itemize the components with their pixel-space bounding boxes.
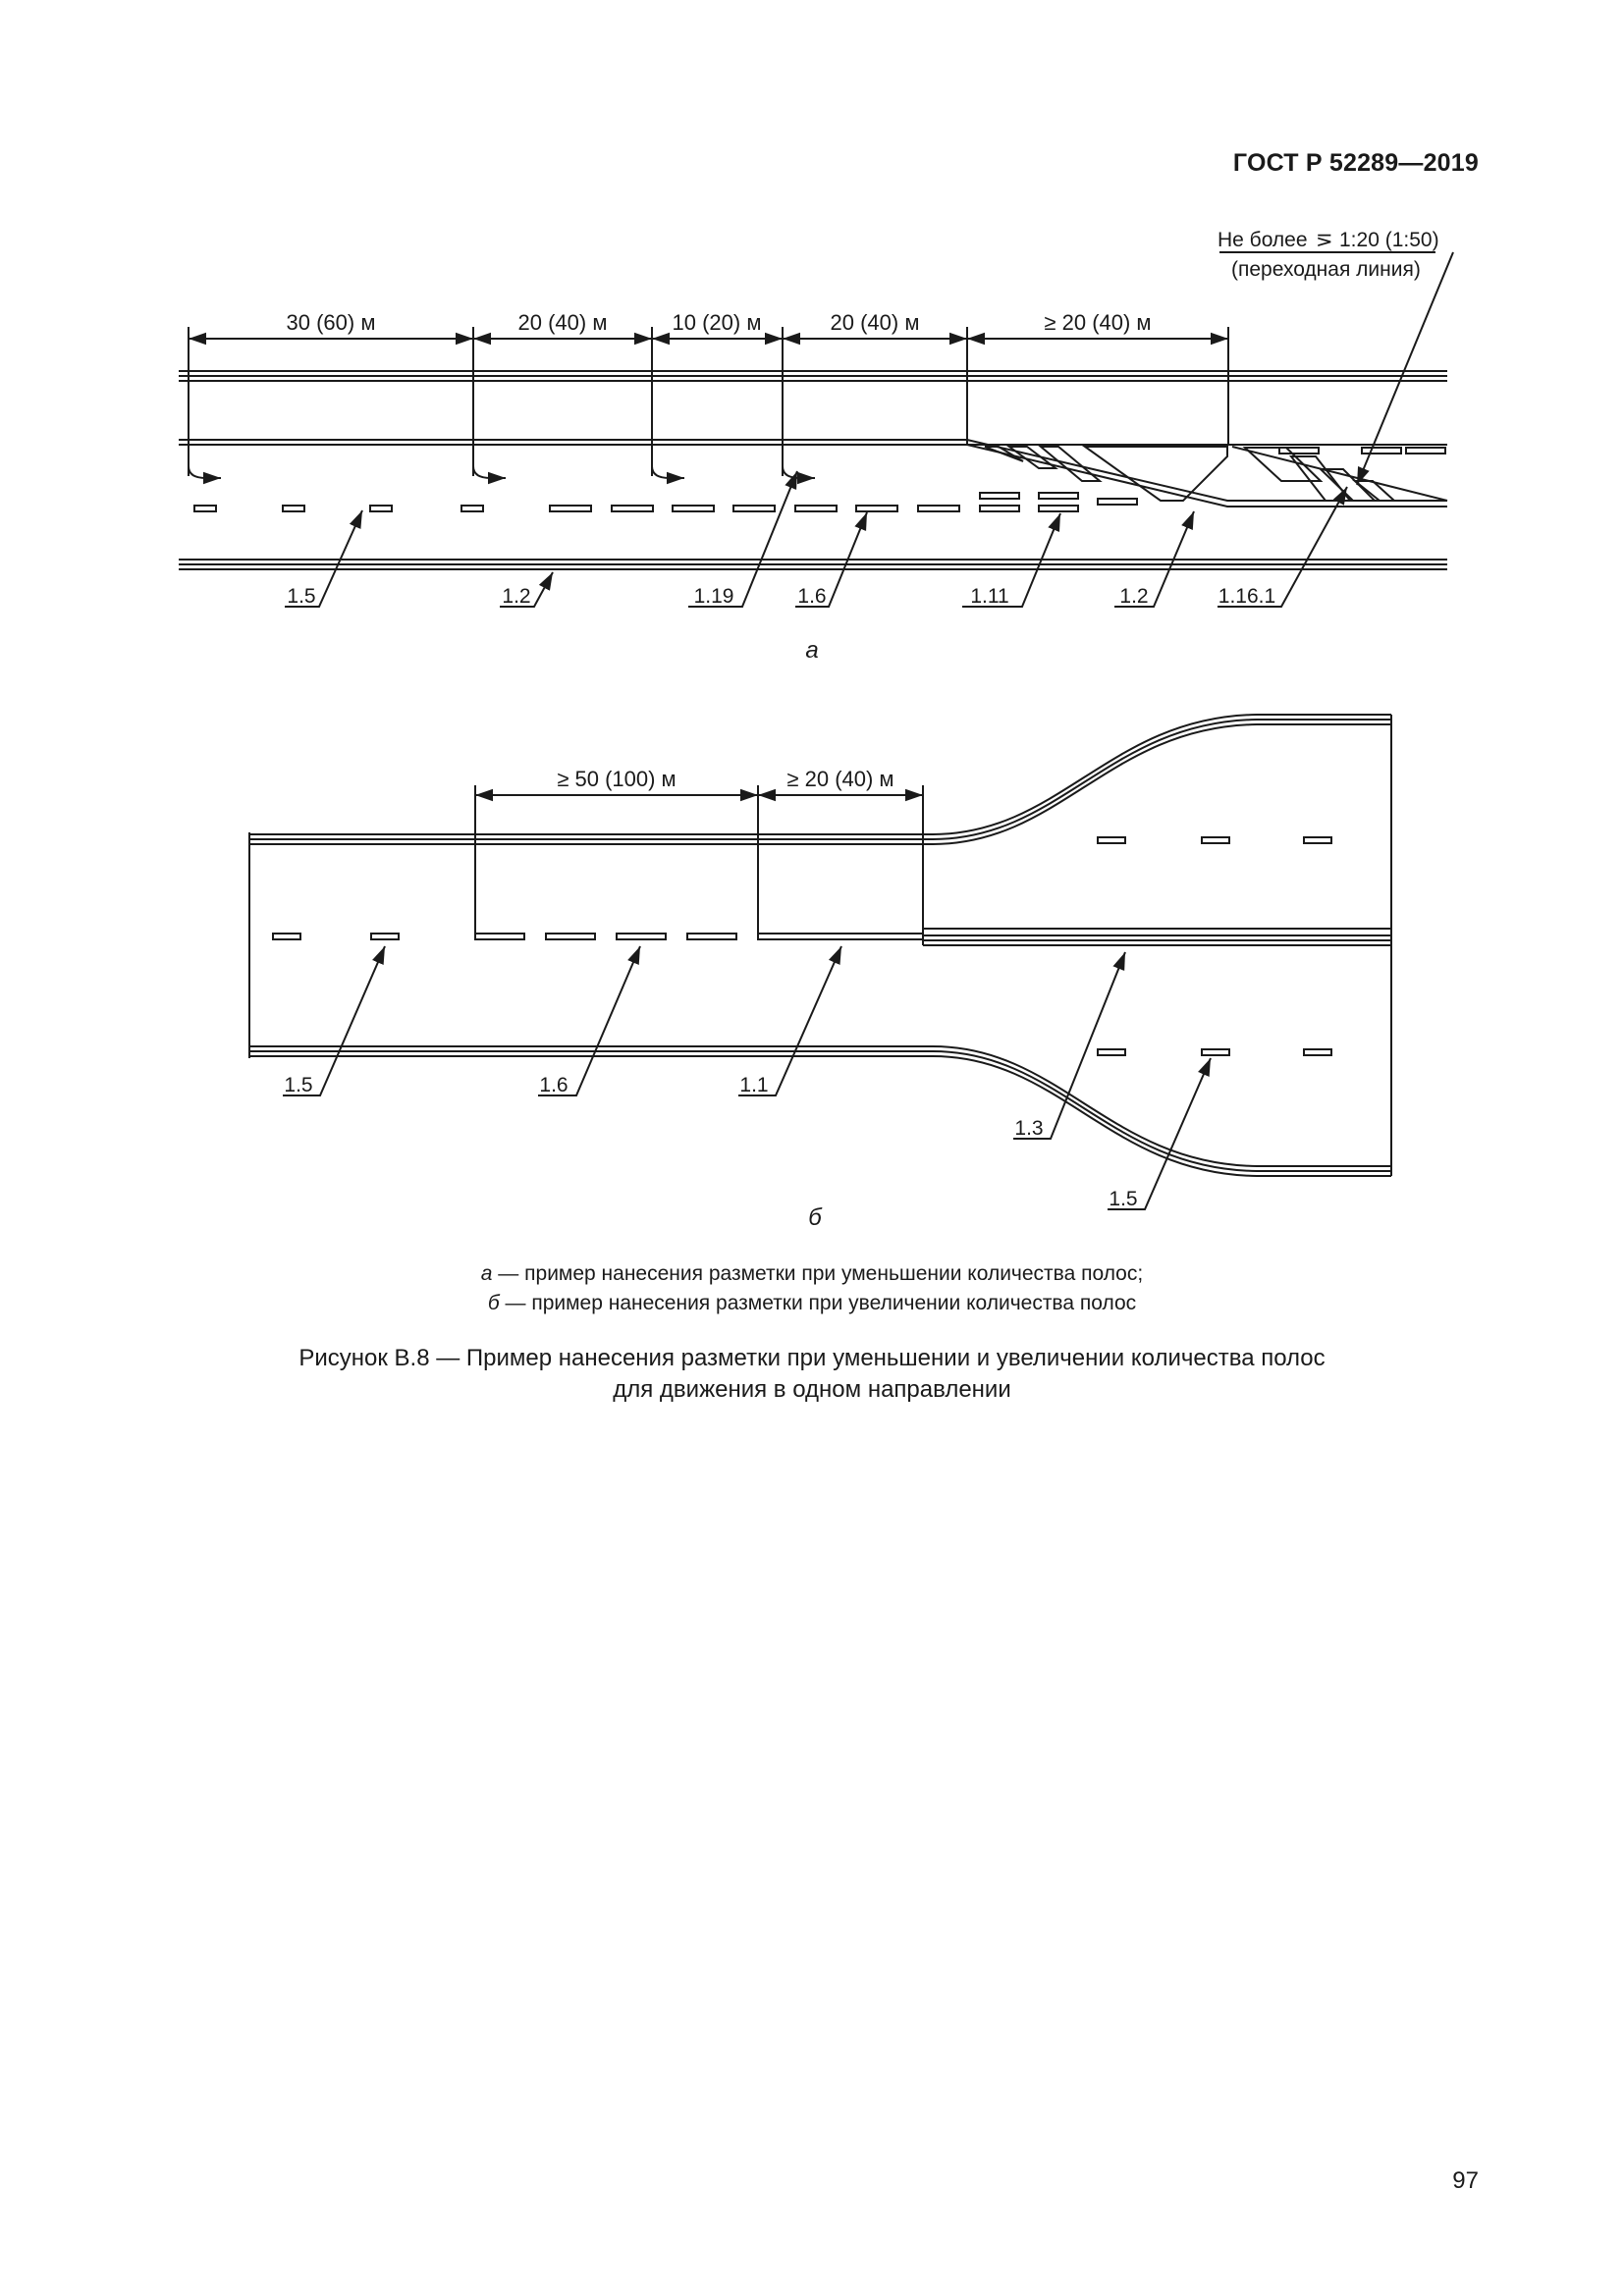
dimension-label: 30 (60) м xyxy=(286,310,376,335)
legend-line-a xyxy=(0,1262,1624,1286)
callout-label: 1.2 xyxy=(502,585,531,608)
legend-text: — пример нанесения разметки при увеличении количества полос xyxy=(499,1292,1137,1314)
callout-label: 1.6 xyxy=(539,1074,568,1096)
page-number: 97 xyxy=(1452,2167,1479,2194)
transition-note-ratio: 1:20 (1:50) xyxy=(1339,229,1439,251)
dimension-label: 10 (20) м xyxy=(672,310,762,335)
callout-label: 1.16.1 xyxy=(1218,585,1276,608)
transition-note-line1: Не более xyxy=(1218,229,1308,251)
figure-a-diagram xyxy=(179,252,1453,607)
figure-a-label: а xyxy=(805,637,819,664)
callout-label: 1.1 xyxy=(739,1074,769,1096)
dimension-label: 20 (40) м xyxy=(517,310,608,335)
callout-label: 1.19 xyxy=(693,585,734,608)
document-header: ГОСТ Р 52289—2019 xyxy=(1232,149,1479,177)
transition-note-line2: (переходная линия) xyxy=(1231,258,1421,281)
figure-b-label: б xyxy=(808,1204,822,1231)
legend-key: а xyxy=(480,1262,493,1285)
figure-caption-line2: для движения в одном направлении xyxy=(613,1376,1011,1403)
callout-label: 1.5 xyxy=(284,1074,313,1096)
callout-label: 1.2 xyxy=(1119,585,1149,608)
callout-label: 1.5 xyxy=(1109,1188,1138,1210)
figure-caption-line1: Рисунок В.8 — Пример нанесения разметки при уменьшении и увеличении количества полос xyxy=(298,1345,1326,1371)
callout-label: 1.11 xyxy=(970,585,1009,608)
callout-label: 1.3 xyxy=(1014,1117,1044,1140)
dimension-label: ≥ 20 (40) м xyxy=(1044,310,1152,335)
dimension-label: ≥ 50 (100) м xyxy=(557,767,677,791)
dimension-label: ≥ 20 (40) м xyxy=(786,767,894,791)
callout-label: 1.6 xyxy=(797,585,827,608)
legend-text: — пример нанесения разметки при уменьшении количества полос; xyxy=(492,1262,1144,1285)
legend-key: б xyxy=(487,1292,500,1314)
legend-line-b xyxy=(0,1292,1624,1315)
dimension-label: 20 (40) м xyxy=(830,310,920,335)
callout-label: 1.5 xyxy=(287,585,316,608)
ratio-symbol: ⋝ xyxy=(1316,229,1333,251)
